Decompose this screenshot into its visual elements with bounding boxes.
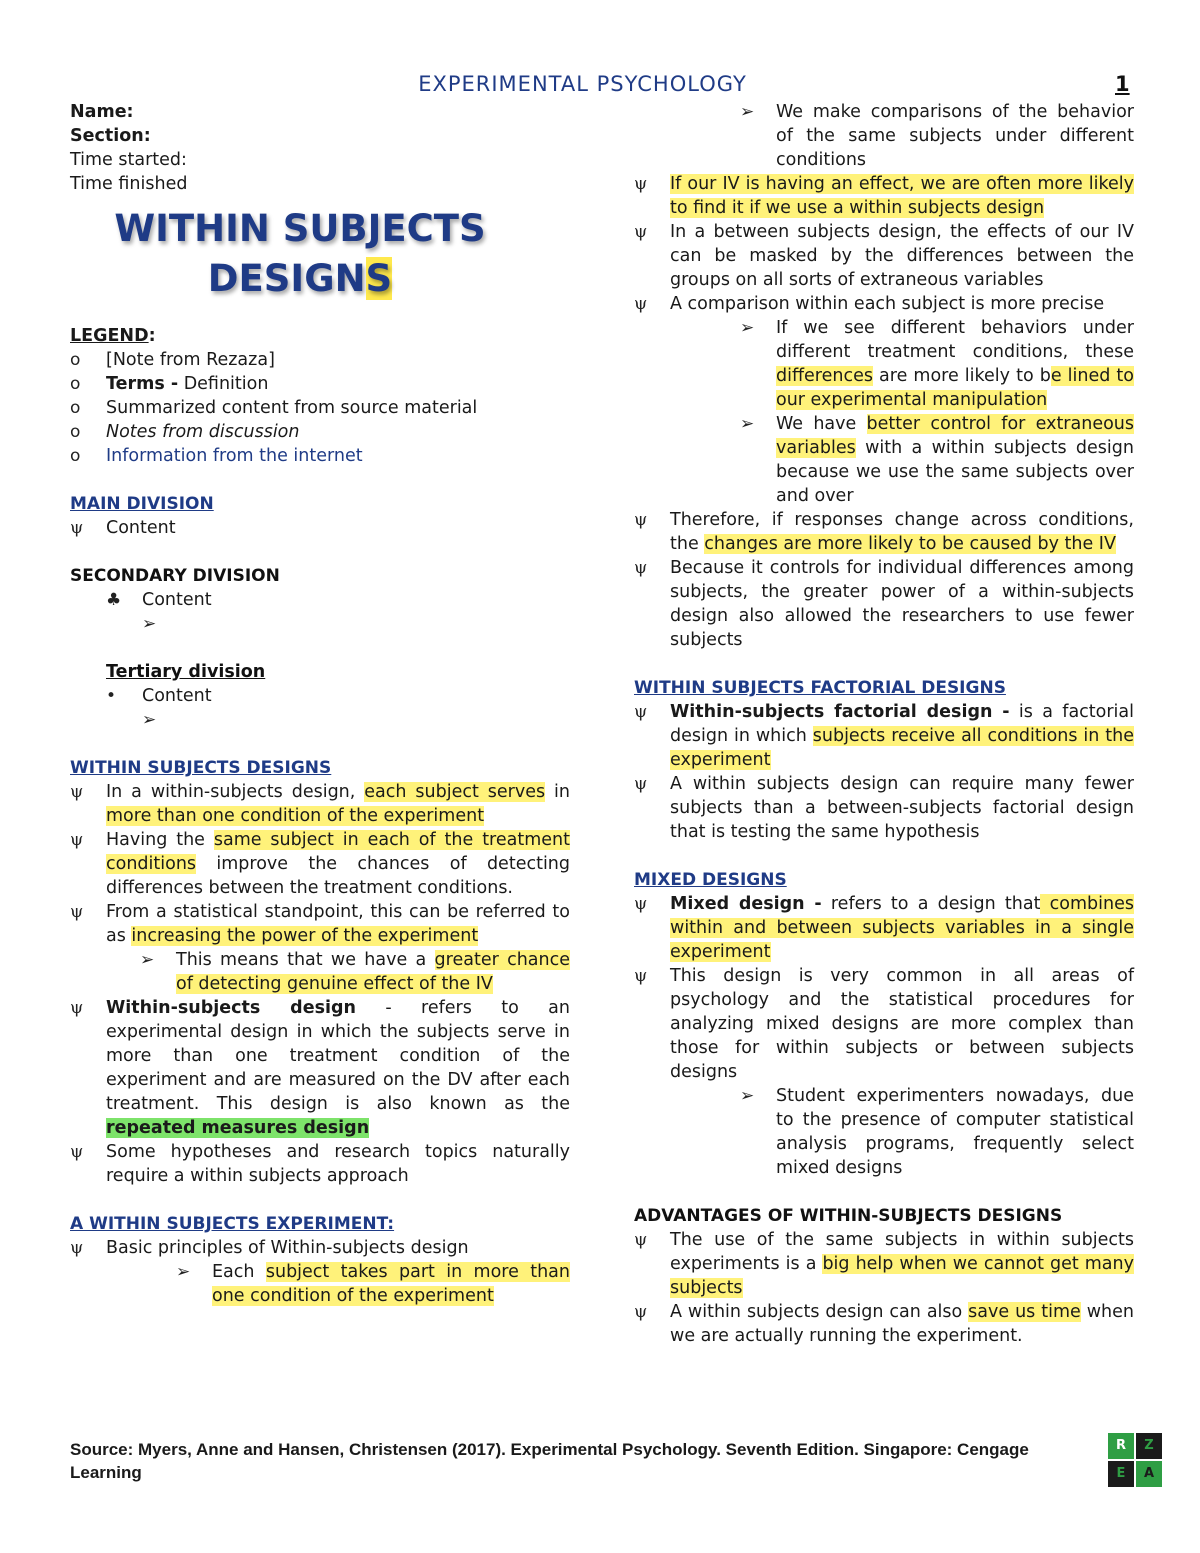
legend-summarized: Summarized content from source material xyxy=(106,398,478,418)
arrow-bullet-icon: ➢ xyxy=(740,318,755,338)
main-division-heading: MAIN DIVISION xyxy=(70,494,214,514)
within-bullet-5: ψ Some hypotheses and research topics naturally require a within subjects approach xyxy=(70,1142,570,1186)
experiment-sub-bullet-2: ➢ We make comparisons of the behavior of the same subjects under different conditions xyxy=(740,102,1134,170)
psi-bullet-icon: ψ xyxy=(634,294,648,314)
legend-terms: Terms - xyxy=(106,374,179,394)
factorial-heading: WITHIN SUBJECTS FACTORIAL DESIGNS xyxy=(634,678,1006,698)
time-finished-label: Time finished xyxy=(70,174,188,194)
name-label: Name: xyxy=(70,102,134,122)
arrow-bullet-icon: ➢ xyxy=(740,1086,755,1106)
page-number: 1 xyxy=(1115,72,1130,96)
psi-bullet-icon: ψ xyxy=(70,902,84,922)
right-column xyxy=(634,100,1134,1348)
highlight: subject takes part in more than one condition of the experiment xyxy=(212,1262,570,1306)
content-text: Content xyxy=(106,518,176,538)
within-bullet-3: ψ From a statistical standpoint, this can be referred to as increasing the power of the experiment xyxy=(70,902,570,946)
highlight: increasing the power of the experiment xyxy=(131,926,479,946)
mixed-heading: MIXED DESIGNS xyxy=(634,870,787,890)
psi-bullet-icon: ψ xyxy=(70,782,84,802)
arrow-bullet-icon: ➢ xyxy=(142,614,157,634)
circle-bullet-icon: o xyxy=(70,374,81,394)
arrow-bullet-icon: ➢ xyxy=(176,1262,191,1282)
circle-bullet-icon: o xyxy=(70,398,81,418)
advantages-heading: ADVANTAGES OF WITHIN-SUBJECTS DESIGNS xyxy=(634,1206,1063,1226)
experiment-heading: A WITHIN SUBJECTS EXPERIMENT: xyxy=(70,1214,395,1234)
section-label: Section: xyxy=(70,126,151,146)
highlight: more than one condition of the experiment xyxy=(106,806,485,826)
psi-bullet-icon: ψ xyxy=(70,1142,84,1162)
time-started-label: Time started: xyxy=(70,150,187,170)
within-subjects-heading: WITHIN SUBJECTS DESIGNS xyxy=(70,758,332,778)
highlight: each subject serves xyxy=(364,782,546,802)
psi-bullet-icon: ψ xyxy=(634,174,648,194)
experiment-sub-bullet-1: ➢ Each subject takes part in more than one condition of the experiment xyxy=(176,1262,570,1306)
arrow-bullet-icon: ➢ xyxy=(140,950,155,970)
dot-bullet-icon: • xyxy=(106,686,117,706)
experiment-sub-bullet-3: ➢ If we see different behaviors under different treatment conditions, these differences are more likely to be lined to our experimental manipulation xyxy=(740,318,1135,410)
mixed-bullet-2: ψ This design is very common in all areas of psychology and the statistical procedures for analyzing mixed designs are more complex than those for within subjects or between subjects designs xyxy=(634,966,1134,1082)
highlight: If our IV is having an effect, we are often more likely to find it if we use a within subjects design xyxy=(670,174,1134,218)
legend-item xyxy=(70,396,570,420)
source-citation: Source: Myers, Anne and Hansen, Christensen (2017). Experimental Psychology. Seventh Edition. Singapore: Cengage Learning xyxy=(70,1440,1029,1482)
legend-item xyxy=(70,372,570,396)
psi-bullet-icon: ψ xyxy=(634,894,648,914)
psi-bullet-icon: ψ xyxy=(70,830,84,850)
left-column xyxy=(70,100,570,1308)
legend-definition: Definition xyxy=(178,374,269,394)
experiment-bullet-1: ψ Basic principles of Within-subjects design xyxy=(70,1238,469,1258)
logo-cell: Z xyxy=(1136,1433,1162,1459)
within-bullet-1: ψ In a within-subjects design, each subject serves in more than one condition of the experiment xyxy=(70,782,570,826)
circle-bullet-icon: o xyxy=(70,350,81,370)
advantages-bullet-2: ψ A within subjects design can also save us time when we are actually running the experiment. xyxy=(634,1302,1134,1346)
legend-internet: Information from the internet xyxy=(106,446,363,466)
main-title-line2-last: S xyxy=(365,257,393,300)
psi-bullet-icon: ψ xyxy=(70,1238,84,1258)
legend-heading-colon: : xyxy=(148,326,156,346)
within-sub-bullet: ➢ This means that we have a greater chance of detecting genuine effect of the IV xyxy=(140,950,570,994)
term: Within-subjects factorial design - xyxy=(670,702,1010,722)
experiment-bullet-4: ψ A comparison within each subject is more precise xyxy=(634,294,1105,314)
legend-item xyxy=(70,444,570,468)
main-title-line2-main: DESIGN xyxy=(207,257,366,300)
main-title xyxy=(70,204,570,304)
term: Within-subjects design xyxy=(106,998,356,1018)
experiment-sub-bullet-4: ➢ We have better control for extraneous variables with a within subjects design because we use the same subjects over and over xyxy=(740,414,1134,506)
tertiary-division-text: Tertiary division xyxy=(106,662,266,682)
tertiary-sub-item xyxy=(70,708,570,732)
highlight: better control for extraneous variables xyxy=(776,414,1134,458)
term: Mixed design - xyxy=(670,894,822,914)
psi-bullet-icon: ψ xyxy=(634,222,648,242)
club-bullet-icon: ♣ xyxy=(106,590,122,610)
within-bullet-2: ψ Having the same subject in each of the treatment conditions improve the chances of detecting differences between the treatment conditions. xyxy=(70,830,570,898)
highlight: big help when we cannot get many subjects xyxy=(670,1254,1134,1298)
legend-item xyxy=(70,420,570,444)
logo-cell: E xyxy=(1108,1461,1134,1487)
psi-bullet-icon: ψ xyxy=(634,510,648,530)
reza-logo xyxy=(1108,1433,1164,1489)
highlight: changes are more likely to be caused by the IV xyxy=(704,534,1116,554)
legend-note: [Note from Rezaza] xyxy=(106,350,275,370)
circle-bullet-icon: o xyxy=(70,446,81,466)
psi-bullet-icon: ψ xyxy=(634,558,648,578)
tertiary-division-item xyxy=(70,684,570,708)
tertiary-division-heading xyxy=(70,660,570,684)
header-title: EXPERIMENTAL PSYCHOLOGY xyxy=(418,72,747,96)
factorial-bullet-1: ψ Within-subjects factorial design - is a factorial design in which subjects receive all conditions in the experiment xyxy=(634,702,1134,770)
highlight: greater chance of detecting genuine effect of the IV xyxy=(176,950,570,994)
psi-bullet-icon: ψ xyxy=(634,774,648,794)
circle-bullet-icon: o xyxy=(70,422,81,442)
green-highlight: repeated measures design xyxy=(106,1118,370,1138)
highlight: save us time xyxy=(968,1302,1081,1322)
highlight: same subject in each of the treatment conditions xyxy=(106,830,570,874)
content-text: Content xyxy=(142,590,212,610)
mixed-bullet-1: ψ Mixed design - refers to a design that combines within and between subjects variables in a single experiment xyxy=(634,894,1134,962)
legend-item xyxy=(70,348,570,372)
secondary-sub-item xyxy=(70,612,570,636)
psi-bullet-icon: ψ xyxy=(634,966,648,986)
experiment-bullet-2 xyxy=(634,172,1134,220)
main-division-item xyxy=(70,516,570,540)
psi-bullet-icon: ψ xyxy=(634,1230,648,1250)
arrow-bullet-icon: ➢ xyxy=(740,102,755,122)
main-title-line1: WITHIN SUBJECTS xyxy=(114,207,486,250)
logo-cell: R xyxy=(1108,1433,1134,1459)
psi-bullet-icon: ψ xyxy=(634,1302,648,1322)
secondary-division-heading: SECONDARY DIVISION xyxy=(70,566,280,586)
highlight: combines within and between subjects variables in a single experiment xyxy=(670,894,1134,962)
legend-notes-discussion: Notes from discussion xyxy=(106,422,300,442)
within-bullet-4: ψ Within-subjects design - refers to an experimental design in which the subjects serve in more than one treatment condition of the experiment and are measured on the DV after each treatment. This design is also known as the repeated measures design xyxy=(70,998,570,1138)
arrow-bullet-icon: ➢ xyxy=(740,414,755,434)
content-text: Content xyxy=(142,686,212,706)
highlight: subjects receive all conditions in the experiment xyxy=(670,726,1134,770)
logo-cell: A xyxy=(1136,1461,1162,1487)
main-title-line2 xyxy=(70,254,530,304)
factorial-bullet-2: ψ A within subjects design can require many fewer subjects than a between-subjects factorial design that is testing the same hypothesis xyxy=(634,774,1134,842)
legend-heading-text: LEGEND xyxy=(70,326,149,346)
experiment-bullet-6: ψ Because it controls for individual differences among subjects, the greater power of a within-subjects design also allowed the researchers to use fewer subjects xyxy=(634,558,1134,650)
legend-heading xyxy=(70,324,570,348)
secondary-division-item xyxy=(70,588,570,612)
psi-bullet-icon: ψ xyxy=(70,518,84,538)
psi-bullet-icon: ψ xyxy=(634,702,648,722)
advantages-bullet-1: ψ The use of the same subjects in within subjects experiments is a big help when we cannot get many subjects xyxy=(634,1230,1134,1298)
highlight: e lined to our experimental manipulation xyxy=(776,366,1135,410)
mixed-sub-bullet-1: ➢ Student experimenters nowadays, due to the presence of computer statistical analysis programs, frequently select mixed designs xyxy=(740,1086,1134,1178)
highlight: differences xyxy=(776,366,873,386)
psi-bullet-icon: ψ xyxy=(70,998,84,1018)
experiment-bullet-5: ψ Therefore, if responses change across conditions, the changes are more likely to be caused by the IV xyxy=(634,510,1134,554)
experiment-bullet-3: ψ In a between subjects design, the effects of our IV can be masked by the differences between the groups on all sorts of extraneous variables xyxy=(634,222,1134,290)
arrow-bullet-icon: ➢ xyxy=(142,710,157,730)
